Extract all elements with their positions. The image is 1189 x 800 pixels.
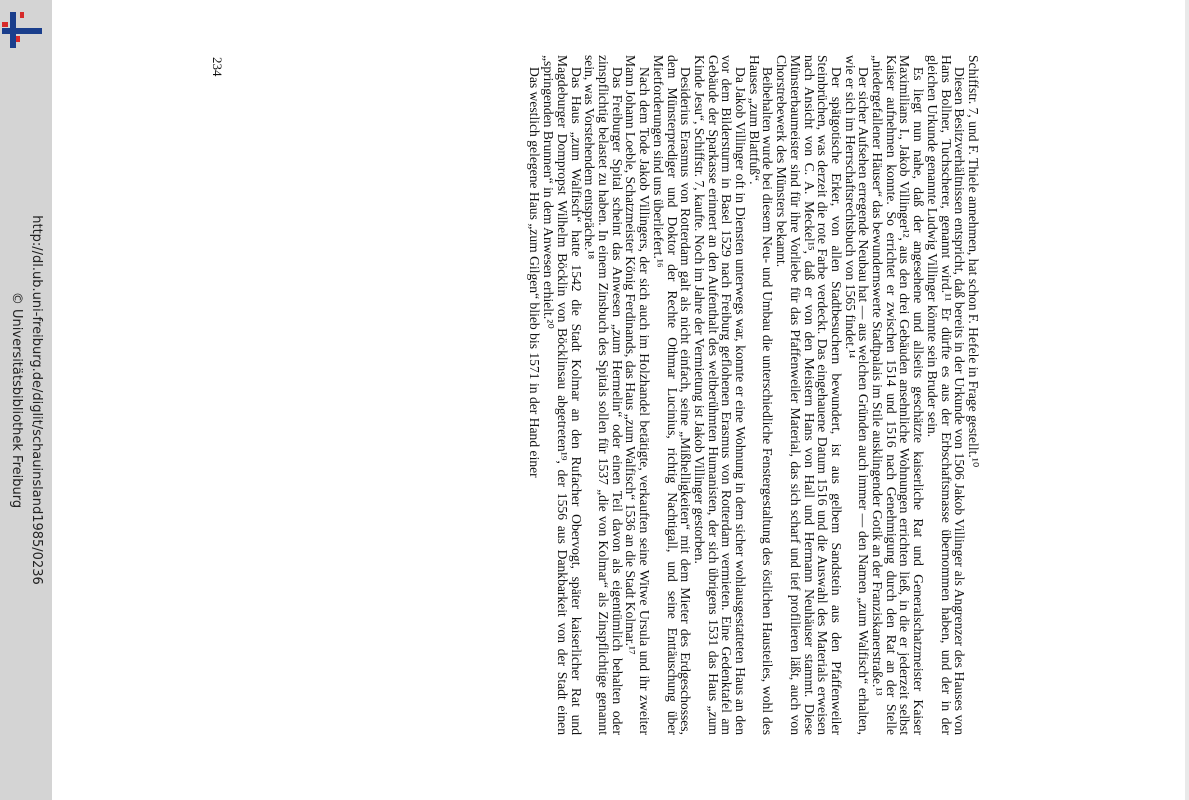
viewer-sidebar — [0, 0, 52, 800]
page-content — [210, 55, 980, 735]
paragraph: Der spätgotische Erker, von allen Stadtbesuchern bewundert, ist aus gelbem Sandstein aus den Pfaffenweiler Steinbrüchen, was derzeit die rote Farbe verdeckt. Das eingehauene Datum 1516 und die Auswahl des Materials erweisen nach Ansicht von C. A. Meckel¹⁵, daß er von den Meistern Hans von Hall und Hermann Neuhäuser stammt. Diese Münsterbaumeister sind für ihre Vorliebe für das Pfaffenweiler Material, das sich scharf und tief profilieren läßt, auch von Chorstrebewerk des Münsters bekannt. — [774, 55, 844, 735]
paragraph: Das westlich gelegene Haus „zum Gilgen“ blieb bis 1571 in der Hand einer — [527, 67, 543, 478]
source-caption — [0, 0, 52, 800]
paragraph: Diesen Besitzverhältnissen entspricht, daß bereits in der Urkunde von 1506 Jakob Villinger als Angrenzer des Hauses von Hans Bollner, Tuchscherer, genannt wird.¹¹ Er dürfte es aus der Erbschaftsmasse übernommen haben, und der in der gleichen Urkunde genannte Ludwig Villinger könnte sein Bruder sein. — [924, 55, 968, 735]
scrollbar-track[interactable] — [1185, 0, 1189, 800]
source-url[interactable]: http://dl.ub.uni-freiburg.de/diglit/schauinsland1985/0236 — [29, 215, 44, 585]
scanned-page — [210, 55, 980, 735]
paragraph: Das Freiburger Spital scheint das Anwesen „zum Hermelin“ oder einen Teil davon als eigentümlich behalten oder zinspflichtig belastet zu haben. In einem Zinsbuch des Spitals sollen für 1537 „die von Kolmar“ als Zinspflichtige genannt sein, was Vorstehendem entspräche.¹⁸ — [582, 55, 625, 735]
paragraph: Es liegt nun nahe, daß der angesehene und allseits geschätzte kaiserliche Rat und Generalschatzmeister Kaiser Maximilians I., Jakob Villinger¹², aus den drei Gebäuden ansehnliche Wohnungen errichten ließ, in die er jederzeit selbst Kaiser aufnehmen konnte. So errichtet er zwischen 1514 und 1516 nach Genehmigung durch den Rat an der Stelle „niedergefallener Häuser“ das bewundernswerte Stadtpalais im Stile ausklingender Gotik an der Franziskanerstraße.¹³ — [870, 55, 927, 735]
copyright-notice: © Universitätsbibliothek Freiburg — [9, 291, 24, 509]
paragraph: Beibehalten wurde bei diesem Neu- und Umbau die unterschiedliche Fenstergestaltung des östlichen Hausteiles, wohl des Hauses „zum Blattfuß“. — [746, 55, 776, 735]
page-number: 234 — [210, 57, 225, 77]
paragraph: Der sicher Aufsehen erregende Neubau hat — aus welchen Gründen auch immer — den Namen „zum Walfisch“ erhalten, wie er sich im Herrschaftsrechtsbuch von 1565 findet.¹⁴ — [842, 55, 872, 735]
paragraph: Desiderius Erasmus von Rotterdam galt als nicht einfach, seine „Mißhelligkeiten“ mit dem Mieter des Erdgeschosses, dem Münsterprediger und Doktor der Rechte Othmar Lucinius, richtig Nachtigall, und seine Enttäuschung über Mietforderungen sind uns überliefert.¹⁶ — [650, 55, 694, 735]
paragraph: Nach dem Tode Jakob Villingers, der sich auch im Holzhandel betätigte, verkauften seine Witwe Ursula und ihr zweiter Mann Johann Loeble, Schatzmeister König Ferdinands, das Haus „zum Walfisch“ 1536 an die Stadt Kolmar.¹⁷ — [623, 55, 653, 735]
paragraph: Schiffstr. 7, und F. Thiele annehmen, hat schon F. Hefele in Frage gestellt.¹⁰ — [966, 55, 981, 468]
paragraph: Das Haus „zum Walfisch“ hatte 1542 die Stadt Kolmar an den Rufacher Obervogt, später kaiserlicher Rat und Magdeburger Dompropst Wilhelm Böcklin von Böcklinsau abgetreten¹⁹, der 1556 aus Dankbarkeit von der Stadt einen „springenden Brunnen“ in dem Anwesen erhielt.²⁰ — [541, 55, 584, 735]
paragraph: Da Jakob Villinger oft in Diensten unterwegs war, konnte er eine Wohnung in dem sicher wohlausgestatteten Haus an den vor dem Bildersturm in Basel 1529 nach Freiburg geflohenen Erasmus von Rotterdam vermieten. Eine Gedenktafel am Gebäude der Sparkasse erinnert an den Aufenthalt des weltberühmten Humanisten, der sich übrigens 1531 das Haus „zum Kinde Jesu“, Schiffstr. 7, kaufte. Noch im Jahre der Vermietung ist Jakob Villinger gestorben. — [691, 55, 749, 735]
body-text — [528, 55, 980, 735]
